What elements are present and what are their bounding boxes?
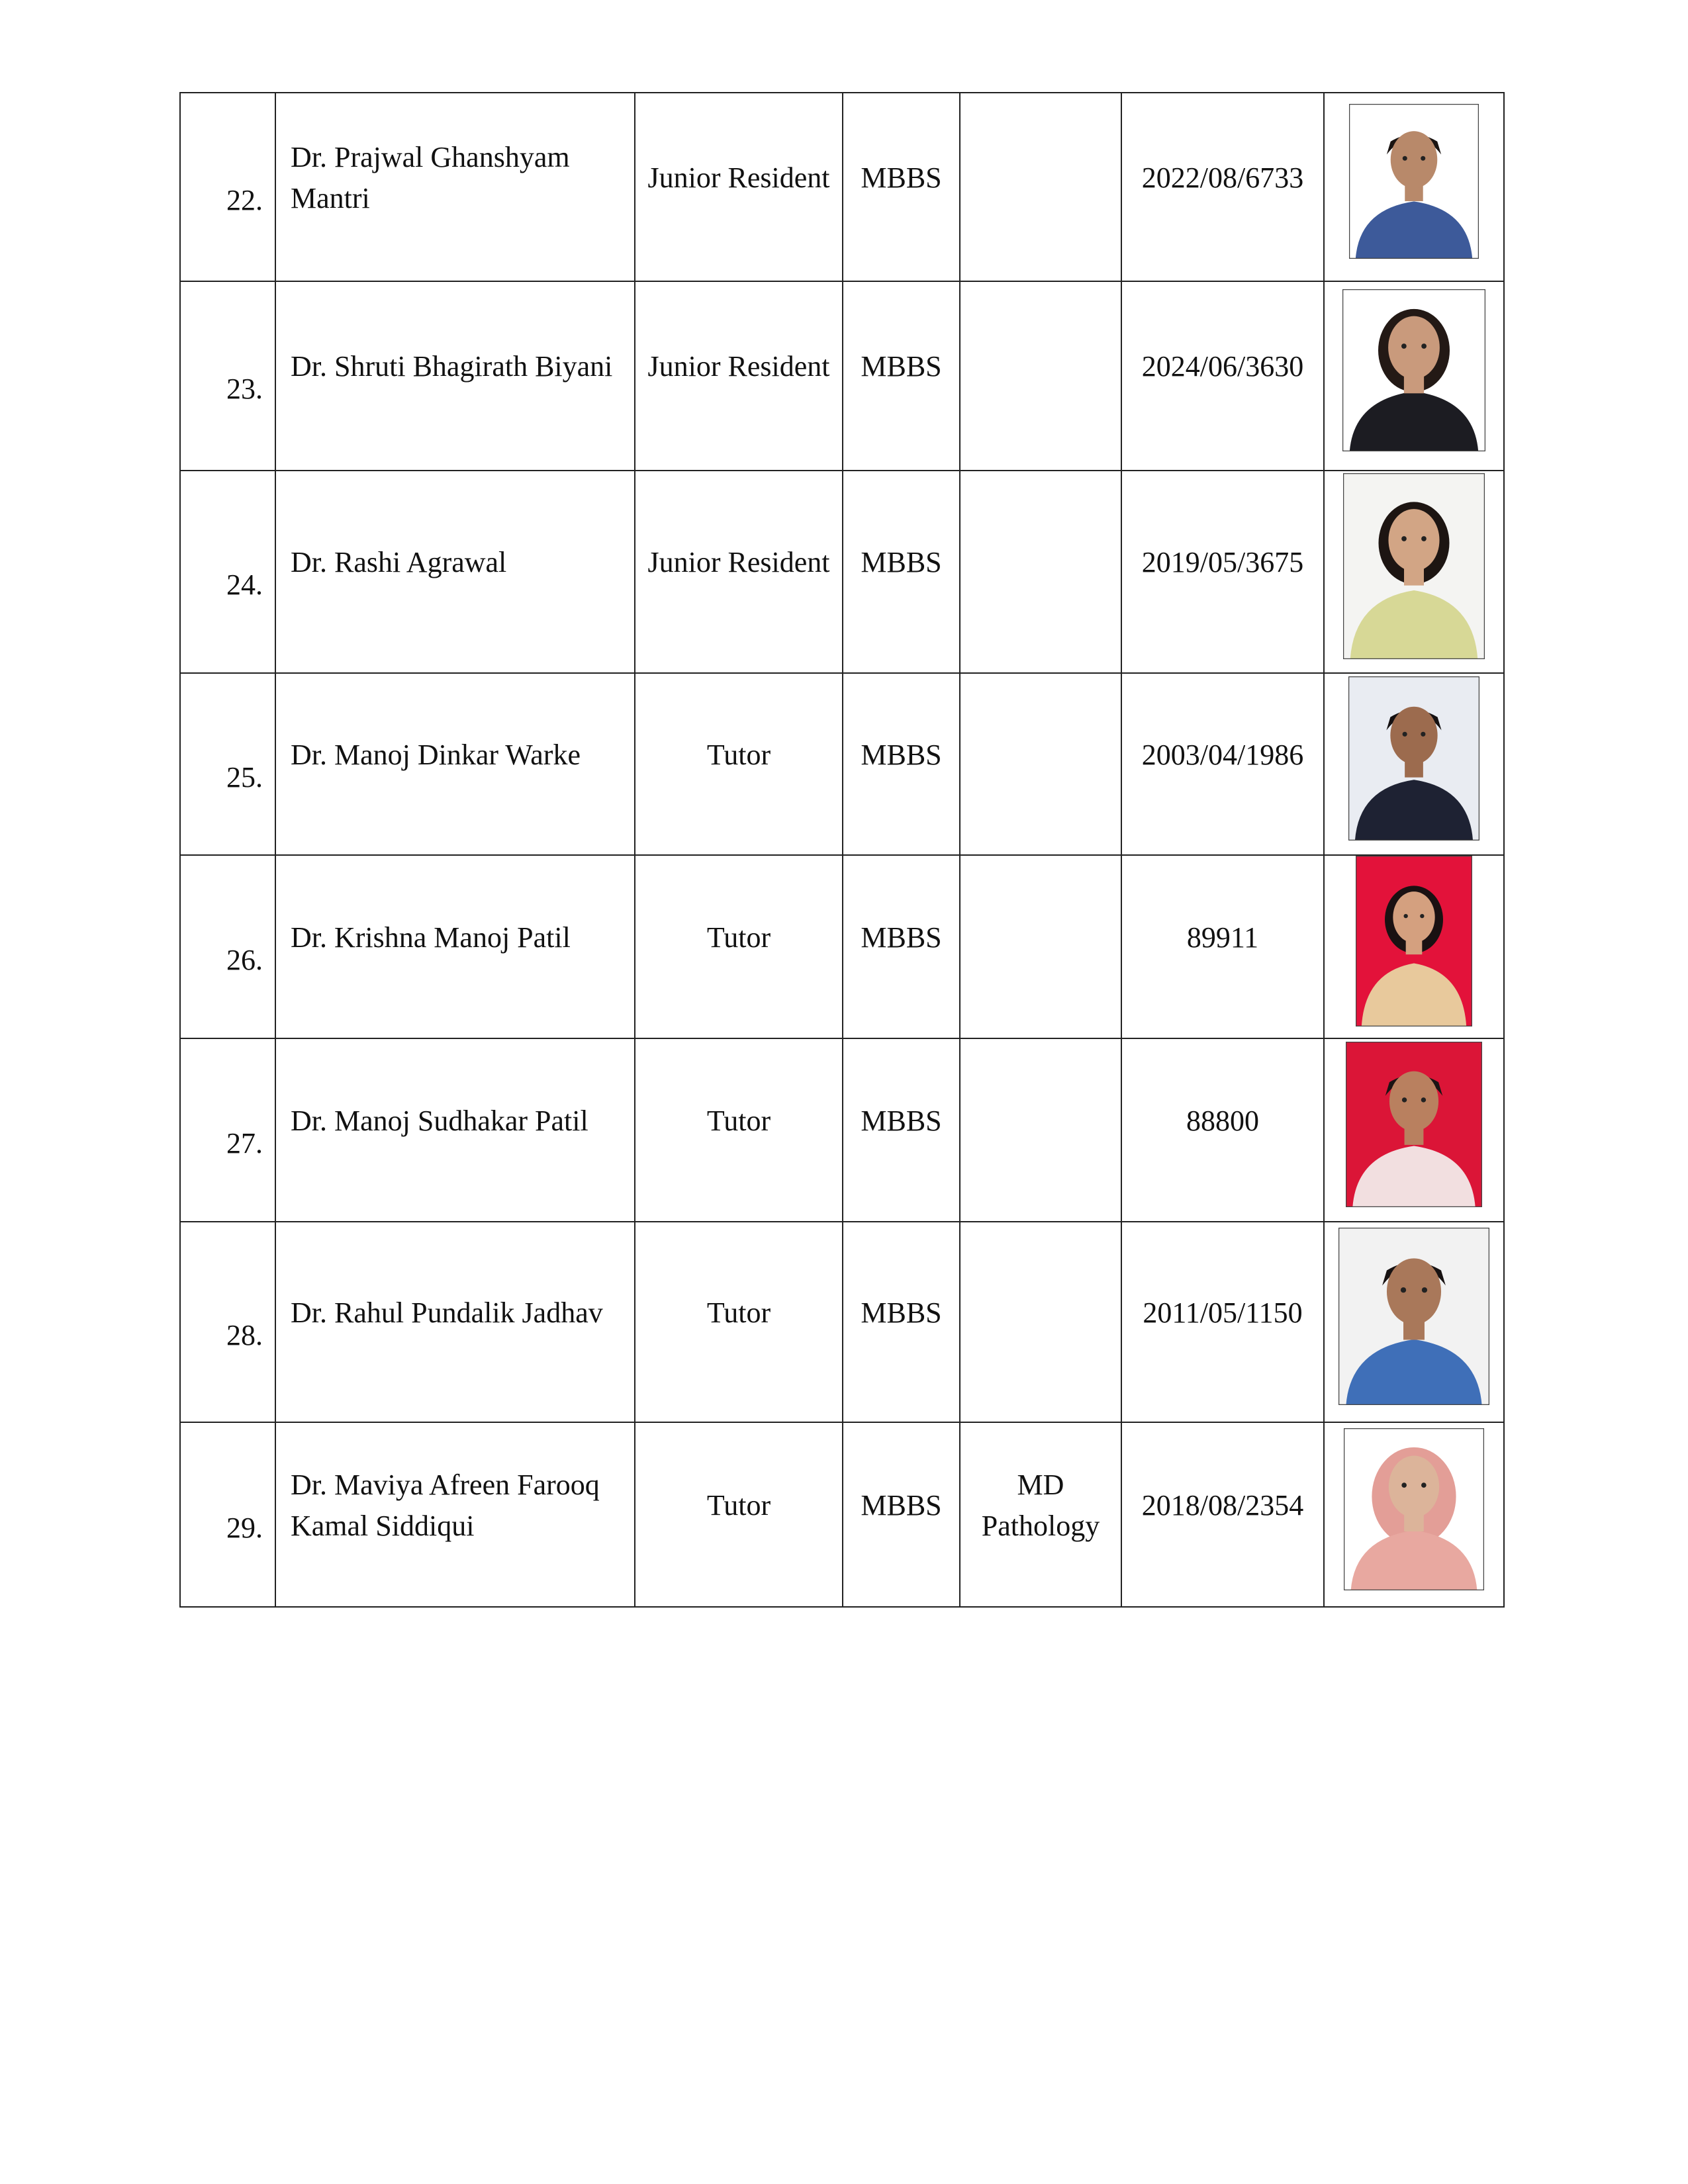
designation-cell	[635, 1222, 843, 1422]
name-cell	[275, 1222, 635, 1422]
registration-number-cell	[1121, 93, 1324, 281]
ug-qualification-cell	[843, 281, 960, 471]
pg-qualification-cell	[960, 1038, 1121, 1222]
photo-cell	[1324, 471, 1504, 673]
table-row	[180, 1422, 1504, 1607]
designation: Junior Resident	[647, 350, 830, 383]
registration-number-cell	[1121, 471, 1324, 673]
serial-number-cell	[180, 855, 275, 1038]
staff-photo	[1348, 676, 1479, 841]
photo-cell	[1324, 673, 1504, 855]
serial-number-cell	[180, 471, 275, 673]
table-row	[180, 471, 1504, 673]
ug-qualification: MBBS	[861, 921, 942, 954]
serial-number: 27.	[226, 1126, 263, 1160]
pg-qualification-cell	[960, 471, 1121, 673]
ug-qualification: MBBS	[861, 738, 942, 771]
registration-number: 2024/06/3630	[1141, 350, 1304, 383]
serial-number-cell	[180, 93, 275, 281]
photo-cell	[1324, 281, 1504, 471]
ug-qualification-cell	[843, 471, 960, 673]
serial-number: 24.	[226, 569, 263, 601]
staff-table-body	[180, 93, 1504, 1607]
registration-number: 2003/04/1986	[1141, 738, 1304, 771]
serial-number: 26.	[226, 943, 263, 976]
staff-photo	[1342, 289, 1485, 451]
name-cell	[275, 1038, 635, 1222]
registration-number: 2022/08/6733	[1141, 161, 1304, 194]
table-row	[180, 1038, 1504, 1222]
staff-name: Dr. Manoj Sudhakar Patil	[291, 1104, 588, 1137]
staff-name: Dr. Rashi Agrawal	[291, 546, 507, 578]
pg-qualification-cell	[960, 855, 1121, 1038]
registration-number: 2018/08/2354	[1141, 1488, 1304, 1522]
name-cell	[275, 1422, 635, 1607]
pg-qualification-cell	[960, 673, 1121, 855]
photo-cell	[1324, 1038, 1504, 1222]
registration-number: 89911	[1186, 921, 1259, 954]
staff-photo	[1343, 473, 1485, 659]
staff-photo	[1356, 856, 1472, 1026]
ug-qualification-cell	[843, 673, 960, 855]
ug-qualification-cell	[843, 1222, 960, 1422]
pg-qualification-cell	[960, 281, 1121, 471]
serial-number-cell	[180, 281, 275, 471]
staff-photo	[1346, 1042, 1482, 1207]
registration-number-cell	[1121, 673, 1324, 855]
staff-name: Dr. Manoj Dinkar Warke	[291, 738, 581, 771]
registration-number-cell	[1121, 1422, 1324, 1607]
registration-number-cell	[1121, 281, 1324, 471]
staff-name: Dr. Prajwal Ghanshyam Mantri	[291, 140, 570, 214]
registration-number-cell	[1121, 1038, 1324, 1222]
ug-qualification: MBBS	[861, 350, 942, 383]
ug-qualification: MBBS	[861, 1488, 942, 1522]
table-row	[180, 93, 1504, 281]
ug-qualification: MBBS	[861, 1296, 942, 1329]
designation-cell	[635, 855, 843, 1038]
ug-qualification-cell	[843, 93, 960, 281]
serial-number-cell	[180, 1038, 275, 1222]
staff-photo	[1338, 1228, 1489, 1405]
staff-name: Dr. Rahul Pundalik Jadhav	[291, 1296, 603, 1329]
ug-qualification-cell	[843, 855, 960, 1038]
ug-qualification-cell	[843, 1038, 960, 1222]
name-cell	[275, 281, 635, 471]
staff-photo	[1349, 104, 1479, 259]
staff-name: Dr. Krishna Manoj Patil	[291, 921, 571, 954]
photo-cell	[1324, 1422, 1504, 1607]
staff-name: Dr. Shruti Bhagirath Biyani	[291, 350, 613, 383]
pg-qualification-cell	[960, 1422, 1121, 1607]
serial-number-cell	[180, 673, 275, 855]
designation-cell	[635, 673, 843, 855]
designation-cell	[635, 93, 843, 281]
designation: Junior Resident	[647, 161, 830, 194]
registration-number: 2019/05/3675	[1141, 546, 1304, 578]
ug-qualification: MBBS	[861, 161, 942, 194]
ug-qualification: MBBS	[861, 1104, 942, 1137]
name-cell	[275, 855, 635, 1038]
serial-number-cell	[180, 1222, 275, 1422]
staff-table	[179, 92, 1505, 1608]
name-cell	[275, 93, 635, 281]
designation-cell	[635, 281, 843, 471]
designation-cell	[635, 471, 843, 673]
serial-number: 28.	[226, 1318, 263, 1351]
designation: Tutor	[706, 1488, 771, 1522]
photo-cell	[1324, 1222, 1504, 1422]
designation: Tutor	[706, 921, 771, 954]
table-row	[180, 281, 1504, 471]
designation: Tutor	[706, 1104, 771, 1137]
designation-cell	[635, 1422, 843, 1607]
serial-number: 23.	[226, 373, 263, 405]
pg-qualification: MD Pathology	[981, 1468, 1100, 1542]
designation: Tutor	[706, 738, 771, 771]
registration-number: 88800	[1186, 1104, 1259, 1137]
pg-qualification-cell	[960, 93, 1121, 281]
name-cell	[275, 673, 635, 855]
pg-qualification-cell	[960, 1222, 1121, 1422]
designation: Junior Resident	[647, 546, 830, 578]
serial-number: 29.	[226, 1511, 263, 1544]
serial-number: 22.	[226, 183, 263, 216]
designation-cell	[635, 1038, 843, 1222]
staff-photo	[1344, 1428, 1484, 1590]
staff-name: Dr. Maviya Afreen Farooq Kamal Siddiqui	[291, 1468, 600, 1542]
table-row	[180, 673, 1504, 855]
photo-cell	[1324, 93, 1504, 281]
ug-qualification-cell	[843, 1422, 960, 1607]
ug-qualification: MBBS	[861, 546, 942, 578]
serial-number: 25.	[226, 760, 263, 794]
registration-number-cell	[1121, 1222, 1324, 1422]
registration-number: 2011/05/1150	[1143, 1296, 1303, 1329]
photo-cell	[1324, 855, 1504, 1038]
table-row	[180, 1222, 1504, 1422]
registration-number-cell	[1121, 855, 1324, 1038]
name-cell	[275, 471, 635, 673]
designation: Tutor	[706, 1296, 771, 1329]
serial-number-cell	[180, 1422, 275, 1607]
table-row	[180, 855, 1504, 1038]
